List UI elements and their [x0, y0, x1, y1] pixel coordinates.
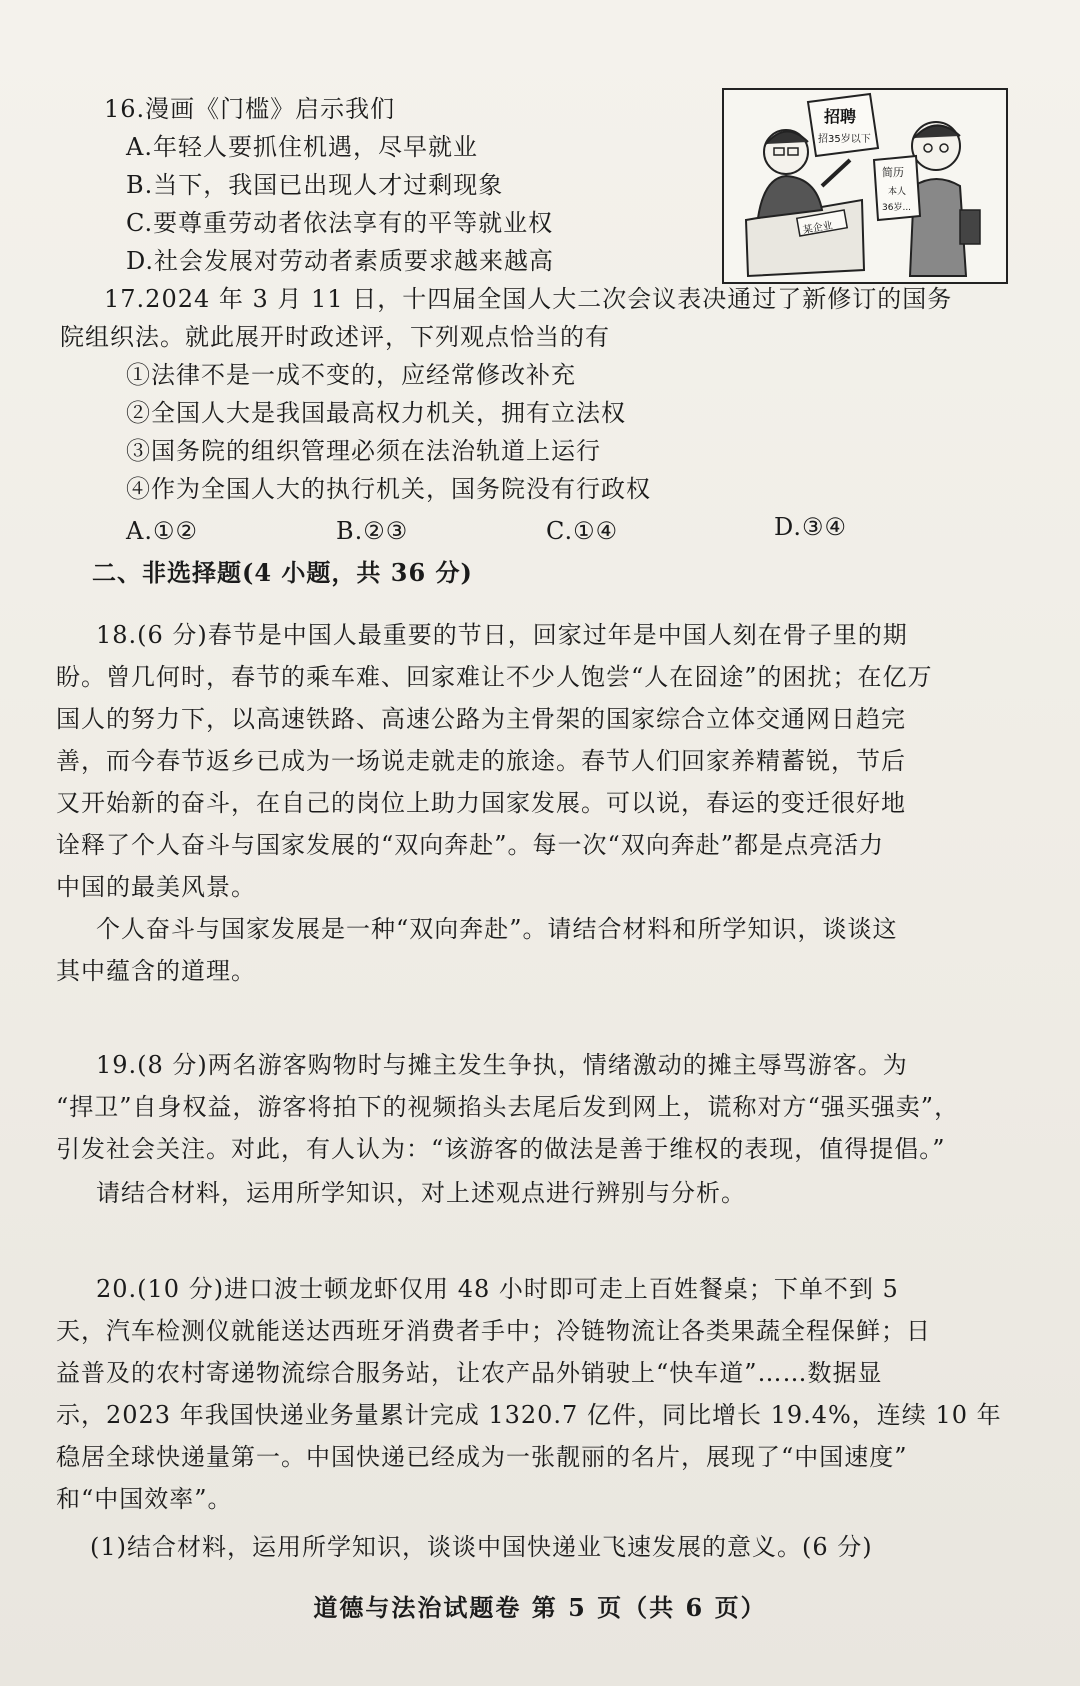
q17-item-3: ③国务院的组织管理必须在法治轨道上运行	[126, 437, 601, 465]
q20-line-4: 示，2023 年我国快递业务量累计完成 1320.7 亿件，同比增长 19.4%，连续 10 年	[56, 1401, 1002, 1429]
q17-item-2: ②全国人大是我国最高权力机关，拥有立法权	[126, 399, 626, 427]
q17-choice-c: C.①④	[546, 517, 619, 545]
q20-subquestion-1: (1)结合材料，运用所学知识，谈谈中国快递业飞速发展的意义。(6 分)	[90, 1533, 873, 1561]
q18-line-8: 个人奋斗与国家发展是一种“双向奔赴”。请结合材料和所学知识，谈谈这	[96, 915, 898, 943]
threshold-cartoon	[722, 88, 1008, 284]
q18-line-7: 中国的最美风景。	[56, 873, 256, 901]
desk-label: 某企业	[802, 220, 834, 237]
q18-line-6: 诠释了个人奋斗与国家发展的“双向奔赴”。每一次“双向奔赴”都是点亮活力	[56, 831, 885, 859]
q18-line-1: 18.(6 分)春节是中国人最重要的节日，回家过年是中国人刻在骨子里的期	[96, 621, 908, 649]
q20-line-6: 和“中国效率”。	[56, 1485, 233, 1513]
q16-stem: 16.漫画《门槛》启示我们	[104, 95, 396, 123]
q16-option-d: D.社会发展对劳动者素质要求越来越高	[126, 247, 555, 275]
q16-option-a: A.年轻人要抓住机遇，尽早就业	[126, 133, 478, 161]
q17-stem-line2: 院组织法。就此展开时政述评，下列观点恰当的有	[60, 323, 610, 351]
q20-line-3: 益普及的农村寄递物流综合服务站，让农产品外销驶上“快车道”……数据显	[56, 1359, 883, 1387]
section-2-heading: 二、非选择题(4 小题，共 36 分)	[92, 558, 473, 587]
q17-choice-b: B.②③	[336, 517, 409, 545]
resume-title: 简历	[882, 166, 904, 179]
q19-line-3: 引发社会关注。对此，有人认为：“该游客的做法是善于维权的表现，值得提倡。”	[56, 1135, 946, 1163]
q20-line-5: 稳居全球快递量第一。中国快递已经成为一张靓丽的名片，展现了“中国速度”	[56, 1443, 908, 1471]
resume-line-1: 本人	[888, 187, 907, 197]
q17-choice-d: D.③④	[774, 513, 848, 541]
q16-option-c: C.要尊重劳动者依法享有的平等就业权	[126, 209, 554, 237]
q17-item-1: ①法律不是一成不变的，应经常修改补充	[126, 361, 576, 389]
q18-line-9: 其中蕴含的道理。	[56, 957, 256, 985]
q18-line-2: 盼。曾几何时，春节的乘车难、回家难让不少人饱尝“人在囧途”的困扰；在亿万	[56, 663, 933, 691]
recruiter-body	[758, 176, 822, 218]
q18-line-5: 又开始新的奋斗，在自己的岗位上助力国家发展。可以说，春运的变迁很好地	[56, 789, 906, 817]
page-footer: 道德与法治试题卷 第 5 页（共 6 页）	[313, 1593, 767, 1622]
briefcase-icon	[960, 210, 980, 244]
q19-line-2: “捍卫”自身权益，游客将拍下的视频掐头去尾后发到网上，谎称对方“强买强卖”，	[56, 1093, 960, 1121]
q20-line-2: 天，汽车检测仪就能送达西班牙消费者手中；冷链物流让各类果蔬全程保鲜；日	[56, 1317, 931, 1345]
sign-subtitle: 招35岁以下	[818, 134, 871, 145]
q17-stem-line1: 17.2024 年 3 月 11 日，十四届全国人大二次会议表决通过了新修订的国务	[104, 285, 953, 313]
sign-title: 招聘	[824, 107, 857, 126]
q17-item-4: ④作为全国人大的执行机关，国务院没有行政权	[126, 475, 651, 503]
q17-choice-a: A.①②	[126, 517, 198, 545]
resume-line-2: 36岁...	[882, 203, 912, 213]
q20-line-1: 20.(10 分)进口波士顿龙虾仅用 48 小时即可走上百姓餐桌；下单不到 5	[96, 1275, 899, 1303]
q19-line-1: 19.(8 分)两名游客购物时与摊主发生争执，情绪激动的摊主辱骂游客。为	[96, 1051, 908, 1079]
q18-line-4: 善，而今春节返乡已成为一场说走就走的旅途。春节人们回家养精蓄锐，节后	[56, 747, 906, 775]
q19-line-4: 请结合材料，运用所学知识，对上述观点进行辨别与分析。	[96, 1179, 746, 1207]
cartoon-illustration	[724, 90, 1006, 282]
q18-line-3: 国人的努力下，以高速铁路、高速公路为主骨架的国家综合立体交通网日趋完	[56, 705, 906, 733]
q16-option-b: B.当下，我国已出现人才过剩现象	[126, 171, 504, 199]
